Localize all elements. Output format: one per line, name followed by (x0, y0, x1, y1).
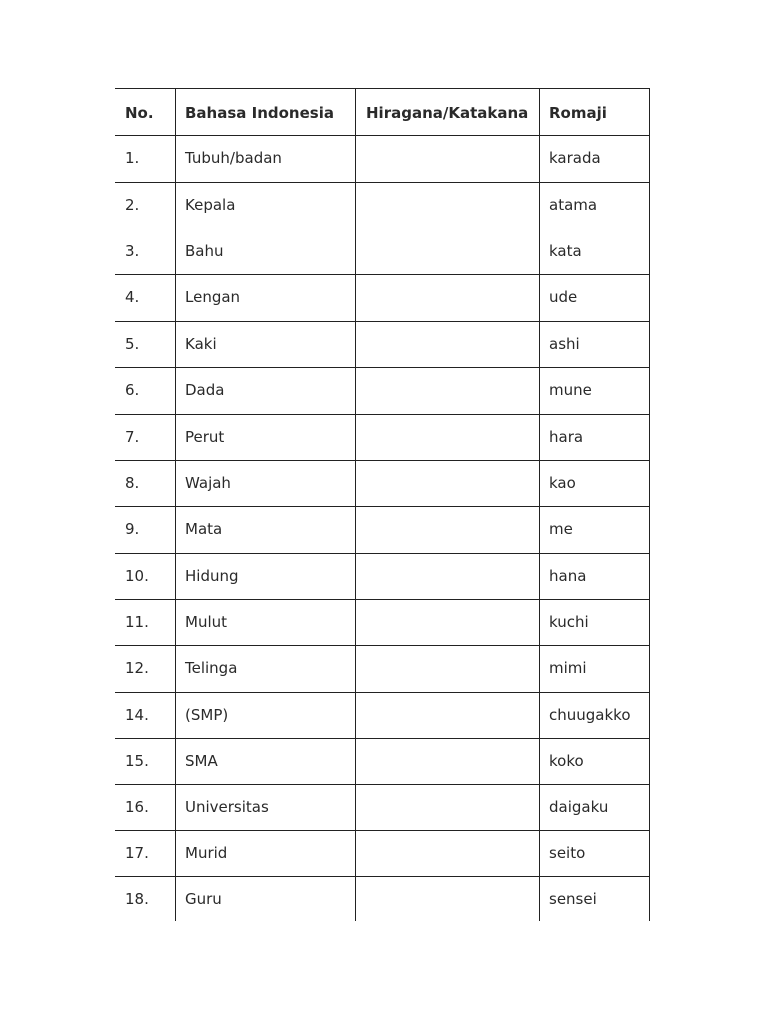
table-top-border (115, 88, 650, 89)
row-7-no: 7. (125, 428, 140, 446)
row-12-romaji: mimi (549, 659, 587, 677)
row-3-romaji: kata (549, 242, 582, 260)
row-divider (115, 738, 650, 739)
row-18-indonesian: Guru (185, 890, 222, 908)
row-15-romaji: koko (549, 752, 584, 770)
row-4-no: 4. (125, 288, 140, 306)
row-2-indonesian: Kepala (185, 196, 236, 214)
row-7-indonesian: Perut (185, 428, 225, 446)
row-divider (115, 553, 650, 554)
row-divider (115, 599, 650, 600)
row-divider (115, 876, 650, 877)
row-16-indonesian: Universitas (185, 798, 269, 816)
row-1-indonesian: Tubuh/badan (185, 149, 282, 167)
row-12-indonesian: Telinga (185, 659, 238, 677)
row-7-romaji: hara (549, 428, 584, 446)
row-divider (115, 182, 650, 183)
row-divider (115, 692, 650, 693)
row-2-romaji: atama (549, 196, 598, 214)
row-14-no: 14. (125, 706, 149, 724)
row-14-indonesian: (SMP) (185, 706, 229, 724)
row-2-no: 2. (125, 196, 140, 214)
row-6-romaji: mune (549, 381, 592, 399)
row-8-romaji: kao (549, 474, 576, 492)
row-divider (115, 460, 650, 461)
row-9-indonesian: Mata (185, 520, 223, 538)
row-17-indonesian: Murid (185, 844, 228, 862)
row-divider (115, 367, 650, 368)
row-divider (115, 645, 650, 646)
vocabulary-table (115, 88, 650, 921)
row-3-indonesian: Bahu (185, 242, 224, 260)
row-9-romaji: me (549, 520, 573, 538)
row-5-indonesian: Kaki (185, 335, 217, 353)
header-bottom-border (115, 135, 650, 136)
row-8-indonesian: Wajah (185, 474, 231, 492)
row-1-no: 1. (125, 149, 140, 167)
row-10-romaji: hana (549, 567, 587, 585)
header-no: No. (125, 104, 154, 122)
row-5-no: 5. (125, 335, 140, 353)
row-divider (115, 506, 650, 507)
row-16-no: 16. (125, 798, 149, 816)
row-18-no: 18. (125, 890, 149, 908)
column-divider-kana (539, 88, 540, 921)
row-11-indonesian: Mulut (185, 613, 228, 631)
row-11-no: 11. (125, 613, 149, 631)
table-right-border (649, 88, 650, 921)
row-15-indonesian: SMA (185, 752, 218, 770)
row-1-romaji: karada (549, 149, 601, 167)
row-divider (115, 784, 650, 785)
column-divider-indonesian (355, 88, 356, 921)
row-17-romaji: seito (549, 844, 586, 862)
header-kana: Hiragana/Katakana (366, 104, 529, 122)
header-indonesian: Bahasa Indonesia (185, 104, 334, 122)
row-divider (115, 830, 650, 831)
row-3-no: 3. (125, 242, 140, 260)
header-romaji: Romaji (549, 104, 607, 122)
row-12-no: 12. (125, 659, 149, 677)
row-divider (115, 321, 650, 322)
row-10-indonesian: Hidung (185, 567, 239, 585)
row-11-romaji: kuchi (549, 613, 589, 631)
row-15-no: 15. (125, 752, 149, 770)
row-18-romaji: sensei (549, 890, 597, 908)
row-divider (115, 274, 650, 275)
row-9-no: 9. (125, 520, 140, 538)
row-6-indonesian: Dada (185, 381, 225, 399)
row-14-romaji: chuugakko (549, 706, 631, 724)
row-8-no: 8. (125, 474, 140, 492)
row-4-romaji: ude (549, 288, 578, 306)
row-10-no: 10. (125, 567, 149, 585)
row-divider (115, 414, 650, 415)
row-5-romaji: ashi (549, 335, 580, 353)
column-divider-no (175, 88, 176, 921)
row-16-romaji: daigaku (549, 798, 609, 816)
row-4-indonesian: Lengan (185, 288, 241, 306)
row-17-no: 17. (125, 844, 149, 862)
row-6-no: 6. (125, 381, 140, 399)
